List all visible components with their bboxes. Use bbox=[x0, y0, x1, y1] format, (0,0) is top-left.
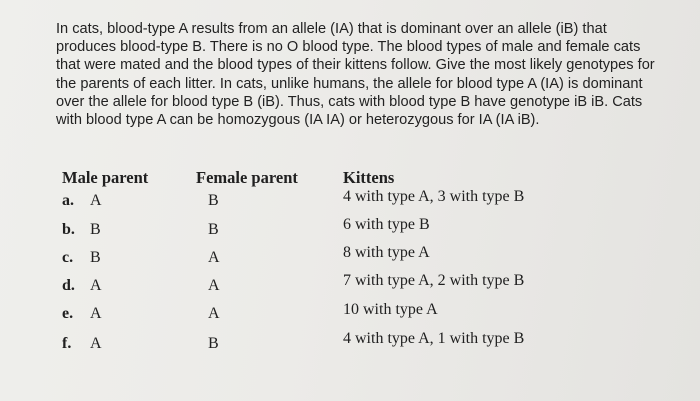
row-label: d. bbox=[62, 277, 75, 294]
row-male-type: A bbox=[90, 305, 102, 322]
row-female-type: A bbox=[208, 277, 220, 294]
header-kittens: Kittens bbox=[343, 168, 395, 187]
row-label: b. bbox=[62, 221, 75, 238]
problem-paragraph: In cats, blood-type A results from an allele (IA) that is dominant over an allele (iB) that produces blood-type B. There is no O blood type. The blood types of male and female cats that were mated and the blood types of their kittens follow. Give the most likely genotypes for the parents of each litter. In cats, unlike humans, the allele for blood type A (IA) is dominant over the allele for blood type B (iB). Thus, cats with blood type B have genotype iB iB. Cats with blood type A can be homozygous (IA IA) or heterozygous for IA (IA iB). bbox=[56, 21, 655, 129]
row-label: c. bbox=[62, 249, 74, 266]
row-male-type: A bbox=[90, 277, 102, 294]
row-kittens: 4 with type A, 3 with type B bbox=[343, 188, 525, 205]
row-kittens: 10 with type A bbox=[343, 301, 438, 318]
row-kittens: 6 with type B bbox=[343, 216, 430, 233]
row-female-type: A bbox=[208, 249, 220, 266]
row-label: e. bbox=[62, 305, 74, 322]
row-label: a. bbox=[62, 192, 74, 209]
row-label: f. bbox=[62, 335, 72, 352]
row-female-type: B bbox=[208, 221, 219, 238]
row-male-type: B bbox=[90, 221, 101, 238]
row-kittens: 7 with type A, 2 with type B bbox=[343, 272, 525, 289]
header-female-parent: Female parent bbox=[196, 168, 298, 187]
header-male-parent: Male parent bbox=[62, 168, 149, 187]
row-female-type: B bbox=[208, 192, 219, 209]
row-kittens: 4 with type A, 1 with type B bbox=[343, 330, 525, 347]
row-female-type: A bbox=[208, 305, 220, 322]
row-kittens: 8 with type A bbox=[343, 244, 430, 261]
row-female-type: B bbox=[208, 335, 219, 352]
row-male-type: A bbox=[90, 192, 102, 209]
row-male-type: A bbox=[90, 335, 102, 352]
row-male-type: B bbox=[90, 249, 101, 266]
